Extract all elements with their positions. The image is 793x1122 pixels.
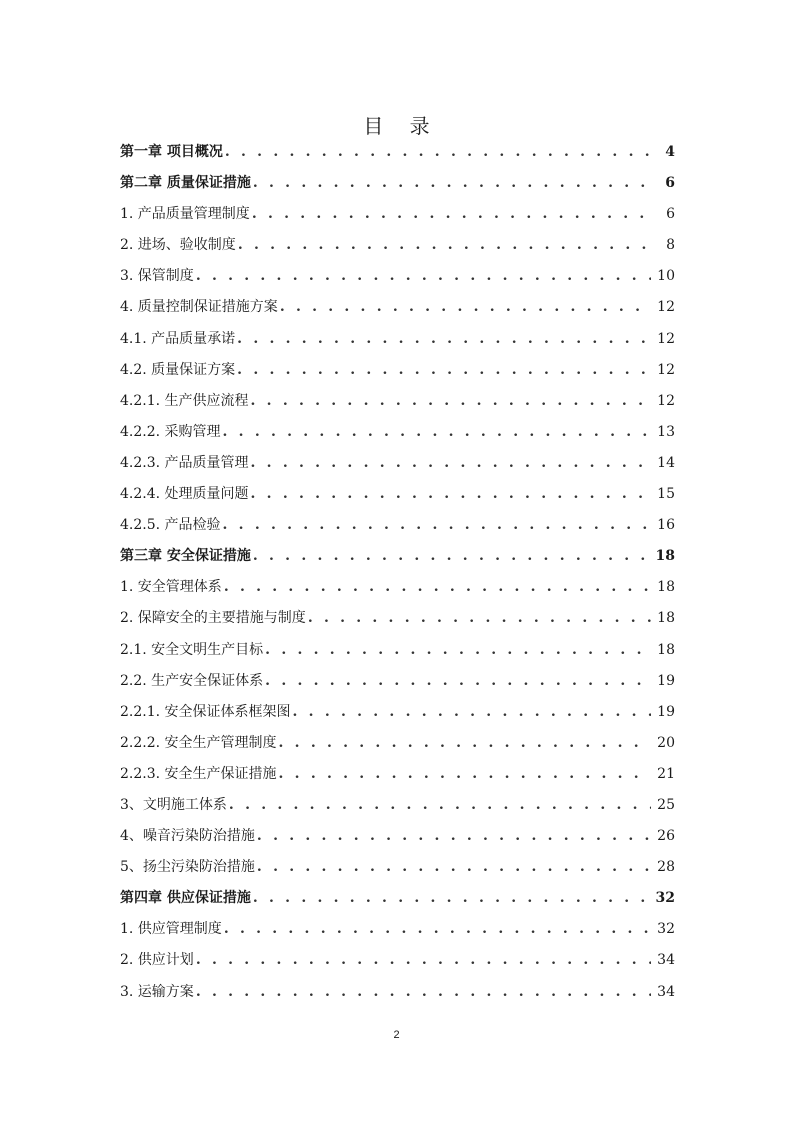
toc-entry[interactable] <box>120 981 675 1012</box>
toc-entry[interactable] <box>120 141 675 172</box>
toc-entry-label: 第一章 项目概况 <box>120 144 223 160</box>
toc-entry[interactable] <box>120 234 675 265</box>
toc-entry[interactable] <box>120 172 675 203</box>
toc-entry-page: 34 <box>657 983 675 1000</box>
toc-entry-page: 12 <box>657 299 675 316</box>
page-title: 目 录 <box>363 114 440 139</box>
toc-entry-page: 12 <box>657 392 675 409</box>
toc-entry-page: 10 <box>657 268 675 285</box>
toc-entry-page: 13 <box>657 423 675 440</box>
dot-leader <box>224 579 651 595</box>
toc-entry[interactable] <box>120 421 675 452</box>
toc-entry-label: 1. 供应管理制度 <box>120 921 222 938</box>
toc-entry[interactable] <box>120 701 675 732</box>
toc-entry-label: 4.2.1. 生产供应流程 <box>120 392 249 409</box>
toc-entry-label: 第三章 安全保证措施 <box>120 548 251 565</box>
toc-entry-label: 5、扬尘污染防治措施 <box>120 859 255 876</box>
toc-entry-label: 第四章 供应保证措施 <box>120 890 251 907</box>
toc-entry[interactable] <box>120 545 675 576</box>
table-of-contents <box>120 141 675 1012</box>
dot-leader <box>223 424 652 440</box>
toc-entry-page: 32 <box>657 921 675 938</box>
toc-entry-label: 2.2.3. 安全生产保证措施 <box>120 765 277 782</box>
dot-leader <box>308 610 651 626</box>
toc-entry[interactable] <box>120 514 675 545</box>
dot-leader <box>257 859 651 875</box>
toc-entry[interactable] <box>120 296 675 327</box>
dot-leader <box>265 673 651 689</box>
dot-leader <box>237 362 651 378</box>
toc-entry-label: 1. 产品质量管理制度 <box>120 206 250 223</box>
dot-leader <box>237 331 651 347</box>
toc-entry-label: 2.1. 安全文明生产目标 <box>120 641 264 658</box>
toc-entry[interactable] <box>120 576 675 607</box>
page-number: 2 <box>393 1029 400 1041</box>
toc-entry[interactable] <box>120 825 675 856</box>
toc-entry-page: 18 <box>657 579 675 596</box>
toc-entry-label: 2.2.1. 安全保证体系框架图 <box>120 703 291 720</box>
dot-leader <box>196 268 651 284</box>
toc-entry-page: 28 <box>657 859 675 876</box>
toc-entry-label: 4.1. 产品质量承诺 <box>120 330 236 347</box>
toc-entry-page: 8 <box>666 237 675 254</box>
toc-entry-page: 19 <box>657 703 675 720</box>
dot-leader <box>224 921 651 937</box>
toc-entry-label: 2.2.2. 安全生产管理制度 <box>120 734 277 751</box>
toc-entry-label: 3. 运输方案 <box>120 983 194 1000</box>
dot-leader <box>265 642 651 658</box>
toc-entry-page: 26 <box>657 828 675 845</box>
dot-leader <box>223 517 652 533</box>
dot-leader <box>280 299 651 315</box>
toc-entry-page: 6 <box>666 206 675 223</box>
toc-entry-label: 4.2.2. 采购管理 <box>120 423 221 440</box>
toc-entry[interactable] <box>120 949 675 980</box>
toc-entry[interactable] <box>120 794 675 825</box>
toc-entry-label: 2.2. 生产安全保证体系 <box>120 672 264 689</box>
toc-entry-label: 4.2. 质量保证方案 <box>120 361 236 378</box>
dot-leader <box>225 144 655 160</box>
toc-entry[interactable] <box>120 452 675 483</box>
toc-entry[interactable] <box>120 203 675 234</box>
toc-entry[interactable] <box>120 732 675 763</box>
dot-leader <box>279 735 652 751</box>
toc-entry-label: 第二章 质量保证措施 <box>120 175 251 192</box>
dot-leader <box>238 237 655 253</box>
toc-entry[interactable] <box>120 887 675 918</box>
toc-entry-page: 15 <box>657 486 675 503</box>
dot-leader <box>253 175 655 191</box>
toc-entry[interactable] <box>120 328 675 359</box>
toc-entry-label: 4、噪音污染防治措施 <box>120 828 255 845</box>
toc-entry[interactable] <box>120 763 675 794</box>
dot-leader <box>257 828 651 844</box>
toc-entry-page: 32 <box>655 890 675 907</box>
dot-leader <box>251 455 652 471</box>
toc-entry[interactable] <box>120 670 675 701</box>
toc-entry-page: 20 <box>657 734 675 751</box>
dot-leader <box>293 704 652 720</box>
toc-entry-page: 16 <box>657 517 675 534</box>
toc-entry-page: 18 <box>657 641 675 658</box>
toc-entry[interactable] <box>120 918 675 949</box>
toc-entry-label: 3. 保管制度 <box>120 268 194 285</box>
toc-entry-page: 14 <box>657 454 675 471</box>
dot-leader <box>251 393 652 409</box>
dot-leader <box>253 548 650 564</box>
dot-leader <box>251 486 652 502</box>
toc-entry-page: 34 <box>657 952 675 969</box>
dot-leader <box>252 206 655 222</box>
dot-leader <box>279 766 652 782</box>
toc-entry-page: 12 <box>657 361 675 378</box>
dot-leader <box>229 797 651 813</box>
toc-entry-page: 6 <box>665 175 675 192</box>
toc-entry-page: 12 <box>657 330 675 347</box>
toc-entry[interactable] <box>120 265 675 296</box>
toc-entry-label: 4.2.3. 产品质量管理 <box>120 454 249 471</box>
toc-entry-label: 1. 安全管理体系 <box>120 579 222 596</box>
toc-entry[interactable] <box>120 639 675 670</box>
toc-entry[interactable] <box>120 359 675 390</box>
toc-entry-page: 21 <box>657 765 675 782</box>
toc-entry-page: 18 <box>657 610 675 627</box>
toc-entry[interactable] <box>120 607 675 638</box>
toc-entry-page: 19 <box>657 672 675 689</box>
toc-entry-page: 25 <box>657 796 675 813</box>
toc-entry-label: 2. 进场、验收制度 <box>120 237 236 254</box>
dot-leader <box>253 890 650 906</box>
toc-entry-label: 4.2.5. 产品检验 <box>120 517 221 534</box>
dot-leader <box>196 984 651 1000</box>
toc-entry[interactable] <box>120 483 675 514</box>
dot-leader <box>196 952 651 968</box>
toc-entry[interactable] <box>120 390 675 421</box>
toc-entry-page: 4 <box>665 144 675 160</box>
toc-entry-label: 4.2.4. 处理质量问题 <box>120 486 249 503</box>
toc-entry[interactable] <box>120 856 675 887</box>
toc-entry-label: 2. 保障安全的主要措施与制度 <box>120 610 306 627</box>
toc-entry-page: 18 <box>655 548 675 565</box>
toc-entry-label: 3、文明施工体系 <box>120 796 227 813</box>
toc-entry-label: 4. 质量控制保证措施方案 <box>120 299 278 316</box>
toc-entry-label: 2. 供应计划 <box>120 952 194 969</box>
